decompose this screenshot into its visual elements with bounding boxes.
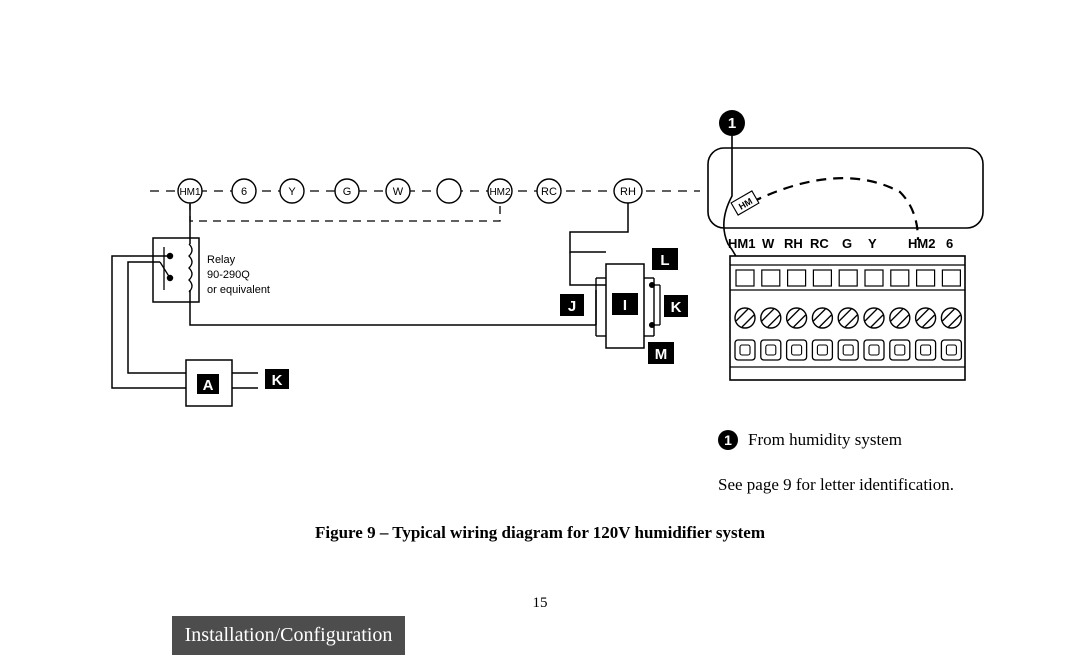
- terminal-screw-icon: [941, 308, 961, 328]
- terminal-clamp-inner: [817, 345, 827, 355]
- letter-a: A: [202, 377, 214, 394]
- dashed-hm-link: [190, 202, 500, 221]
- page-number: 15: [532, 595, 548, 611]
- thermostat-housing: [708, 148, 983, 228]
- letter-l: L: [660, 252, 670, 269]
- terminal-clamp-inner: [895, 345, 905, 355]
- svg-text:HM1: HM1: [728, 236, 756, 251]
- svg-text:6: 6: [946, 236, 954, 251]
- terminal-clamp-inner: [921, 345, 931, 355]
- terminal-screws: [735, 270, 961, 360]
- figure-caption: Figure 9 – Typical wiring diagram for 120V humidifier system: [314, 523, 766, 542]
- letter-i: I: [622, 297, 628, 314]
- svg-text:HM2: HM2: [489, 187, 511, 198]
- svg-text:G: G: [342, 186, 352, 198]
- terminal-clamp-inner: [766, 345, 776, 355]
- svg-text:HM1: HM1: [179, 187, 201, 198]
- letter-identification-note: See page 9 for letter identification.: [718, 475, 955, 494]
- section-tab: Installation/Configuration: [172, 616, 405, 655]
- terminal-circle: [335, 179, 359, 203]
- terminal-slot: [839, 270, 857, 286]
- terminal-slot: [736, 270, 754, 286]
- terminal-screw-icon: [761, 308, 781, 328]
- terminal-circle: [386, 179, 410, 203]
- svg-text:HM2: HM2: [908, 236, 936, 251]
- terminal-screw-icon: [812, 308, 832, 328]
- humidity-note-text: From humidity system: [748, 430, 902, 449]
- svg-text:RC: RC: [810, 236, 829, 251]
- svg-text:RH: RH: [784, 236, 803, 251]
- terminal-circle: [437, 179, 461, 203]
- terminal-circle: [614, 179, 642, 203]
- humidity-note: [718, 430, 902, 450]
- svg-text:Y: Y: [868, 236, 877, 251]
- terminal-circle: [232, 179, 256, 203]
- svg-text:6: 6: [240, 186, 248, 198]
- terminal-screw-icon: [890, 308, 910, 328]
- svg-text:Y: Y: [288, 186, 296, 198]
- letter-m: M: [654, 346, 668, 363]
- terminal-slot: [813, 270, 831, 286]
- svg-text:W: W: [392, 186, 404, 198]
- relay-note: or equivalent: [207, 284, 270, 296]
- terminal-slot: [942, 270, 960, 286]
- terminal-screw-icon: [838, 308, 858, 328]
- terminal-screw-icon: [787, 308, 807, 328]
- relay-label: Relay: [207, 254, 236, 266]
- terminal-slot: [865, 270, 883, 286]
- svg-text:W: W: [762, 236, 775, 251]
- terminal-slot: [917, 270, 935, 286]
- transformer-secondary: [650, 283, 660, 328]
- terminal-circle: [488, 179, 512, 203]
- terminal-circle: [280, 179, 304, 203]
- terminal-clamp-inner: [869, 345, 879, 355]
- terminal-clamp-inner: [946, 345, 956, 355]
- a-output-wires: [232, 373, 258, 388]
- terminal-circle: [537, 179, 561, 203]
- terminal-screw-icon: [735, 308, 755, 328]
- terminal-circle: [178, 179, 202, 203]
- terminal-slot: [891, 270, 909, 286]
- terminal-screw-icon: [864, 308, 884, 328]
- terminal-clamp-inner: [792, 345, 802, 355]
- note-bullet: 1: [718, 430, 738, 450]
- svg-text:HM: HM: [736, 196, 755, 212]
- letter-j: J: [567, 298, 577, 315]
- relay-model: 90-290Q: [207, 269, 250, 281]
- terminal-clamp-inner: [843, 345, 853, 355]
- callout-number: 1: [727, 115, 737, 132]
- terminal-slot: [762, 270, 780, 286]
- letter-k-right: K: [670, 299, 682, 316]
- letter-k-left: K: [271, 372, 283, 389]
- svg-text:RC: RC: [541, 186, 557, 198]
- terminal-slot: [788, 270, 806, 286]
- thermostat-terminal-labels: [728, 236, 953, 251]
- terminal-clamp-inner: [740, 345, 750, 355]
- terminal-screw-icon: [916, 308, 936, 328]
- svg-text:RH: RH: [620, 186, 636, 198]
- svg-text:G: G: [842, 236, 853, 251]
